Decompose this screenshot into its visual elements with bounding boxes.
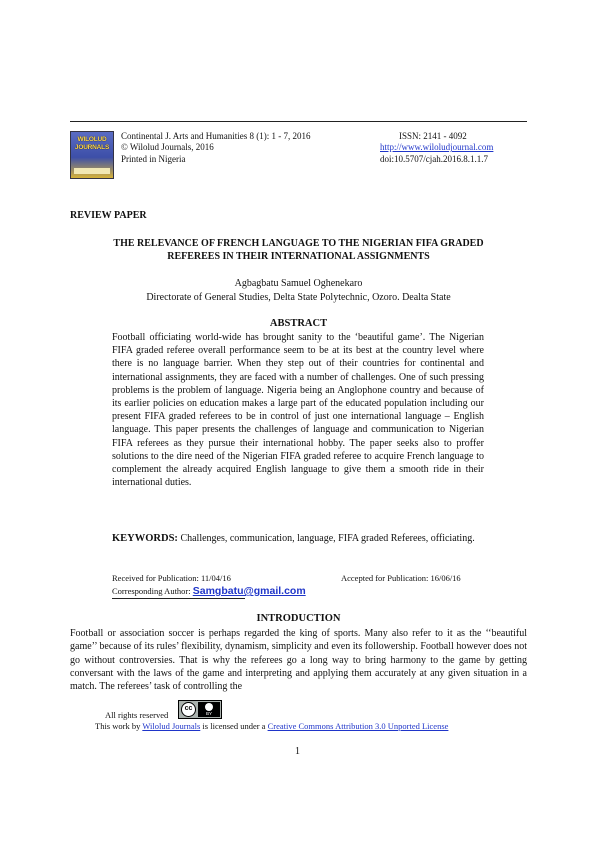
journal-url-link[interactable]: http://www.wiloludjournal.com: [380, 142, 494, 153]
header-right: [380, 131, 493, 165]
author-name: Agbagbatu Samuel Oghenekaro: [234, 278, 363, 289]
doi: doi:10.5707/cjah.2016.8.1.1.7: [380, 153, 488, 164]
by-label: BY: [205, 711, 212, 716]
abstract-text: Football officiating world-wide has brought sanity to the ‘beautiful game’. The Nigerian FIFA graded referee overall performance seem to be at its best at the country level where there is no language barrier. When they step out of their countries for continental and international assignments, they are faced with a number of challenges. One of such pressing problems is the problem of language. Nigeria being an Anglophone country and because of its earlier policies on education makes a large part of the educated population including our present FIFA graded referees to be in control of just one international language – English language. This paper presents the challenges of language and communication to Nigerian FIFA referees as they pursue their international hobby. The paper seeks also to proffer solutions to the dire need of the Nigerian FIFA graded referee to acquire French language to complement the already acquired English language to give them a smooth ride in their international duties.: [112, 332, 484, 489]
abstract-heading: ABSTRACT: [269, 318, 328, 329]
logo-text-bottom: JOURNALS: [74, 144, 110, 151]
corresponding-label: Corresponding Author:: [112, 586, 193, 596]
header-rule: [70, 121, 527, 122]
publication-dates: [112, 573, 484, 584]
journal-logo: [70, 131, 114, 179]
cc-circle-icon: cc: [181, 702, 196, 717]
paper-title: [70, 238, 527, 263]
license-middle: is licensed under a: [200, 721, 268, 731]
title-line-2: REFEREES IN THEIR INTERNATIONAL ASSIGNMENTS: [167, 250, 430, 262]
introduction-text: Football or association soccer is perhaps regarded the king of sports. Many also refer to it as the ‘‘beautiful game’’ because of its rules’ flexibility, dynamism, simplicity and even its followership. Football however does not go without controversies. That is why the referees go a long way to bring harmony to the game by getting conversant with the laws of the game and interpreting and applying them accurately at any given situation in a match. The referees’ task of controlling the: [70, 628, 527, 693]
logo-text-top: WILOLUD: [77, 136, 107, 143]
keywords-text: Challenges, communication, language, FIFA graded Referees, officiating.: [177, 533, 475, 544]
header-left: [121, 131, 310, 165]
author-block: [70, 277, 527, 304]
license-link[interactable]: Creative Commons Attribution 3.0 Unported License: [267, 721, 449, 731]
copyright-line: © Wilolud Journals, 2016: [121, 142, 214, 153]
journal-citation: Continental J. Arts and Humanities 8 (1): 1 - 7, 2016: [121, 131, 311, 141]
author-affiliation: Directorate of General Studies, Delta State Polytechnic, Ozoro. Dealta State: [146, 291, 451, 303]
title-line-1: THE RELEVANCE OF FRENCH LANGUAGE TO THE NIGERIAN FIFA GRADED: [113, 238, 484, 249]
license-prefix: This work by: [95, 721, 143, 731]
license-statement: [95, 721, 448, 731]
received-date: Received for Publication: 11/04/16: [112, 573, 231, 583]
attribution-person-icon: [205, 703, 213, 711]
accepted-date: Accepted for Publication: 16/06/16: [341, 573, 461, 583]
logo-banner: [74, 168, 110, 174]
footnote-rule: [112, 598, 245, 599]
cc-by-license-icon[interactable]: [178, 700, 222, 719]
rights-reserved: All rights reserved: [105, 710, 169, 720]
publisher-link[interactable]: Wilolud Journals: [142, 721, 201, 731]
keywords-label: KEYWORDS:: [112, 533, 178, 544]
introduction-heading: INTRODUCTION: [256, 613, 341, 624]
issn: ISSN: 2141 - 4092: [399, 131, 467, 141]
corresponding-author: [112, 585, 306, 597]
printed-line: Printed in Nigeria: [121, 153, 186, 164]
corresponding-email-link[interactable]: Samgbatu@gmail.com: [192, 585, 306, 597]
section-type: REVIEW PAPER: [70, 210, 147, 221]
page-number: 1: [295, 746, 300, 757]
keywords: [112, 532, 484, 545]
